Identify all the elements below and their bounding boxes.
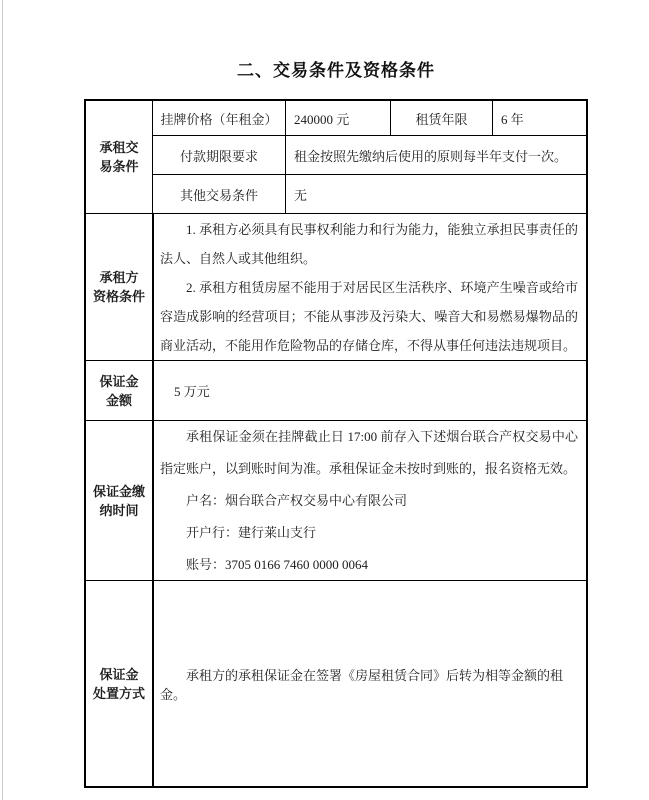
label-line: 保证金缴: [92, 483, 145, 499]
deposit-disposal-value: 承租方的承租保证金在签署《房屋租赁合同》后转为相等金额的租金。: [160, 667, 564, 702]
page-title: 二、交易条件及资格条件: [237, 61, 435, 80]
lease-term-value: 6 年: [492, 101, 586, 135]
section-deposit-disposal: [86, 580, 586, 786]
qualification-item-1: 1. 承租方必须具有民事权利能力和行为能力，能独立承担民事责任的法人、自然人或其他组织。: [160, 221, 578, 266]
section-qualification: [86, 213, 586, 360]
row-other-conditions: [153, 174, 586, 213]
label-line: 保证金: [99, 373, 139, 389]
account-number-line: 账号：3705 0166 7460 0000 0064: [186, 556, 369, 572]
deposit-amount-cell: [153, 361, 586, 420]
payment-terms-value: 租金按照先缴纳后使用的原则每半年支付一次。: [285, 136, 586, 174]
conditions-table: [84, 99, 588, 788]
account-name-line: 户名：烟台联合产权交易中心有限公司: [186, 492, 408, 508]
qualification-item-2: 2. 承租方租赁房屋不能用于对居民区生活秩序、环境产生噪音或给市容造成影响的经营项目；不能从事涉及污染大、噪音大和易燃易爆物品的商业活动，不能用作危险物品的存储仓库，不得从事任何违法违规项目。: [160, 279, 578, 353]
label-line: 承租交: [99, 140, 139, 155]
qualification-text: [153, 214, 586, 360]
lease-conditions-label: [86, 101, 153, 213]
listing-price-label: 挂牌价格（年租金）: [160, 111, 278, 127]
label-line: 承租方: [99, 270, 139, 285]
deposit-amount-label: [86, 361, 153, 420]
row-payment-terms: [153, 135, 586, 174]
label-line: 金额: [105, 392, 132, 408]
deposit-payment-text: [153, 421, 586, 580]
section-deposit-amount: [86, 360, 586, 420]
deposit-disposal-label: [86, 581, 153, 786]
lease-term-label: 租赁年限: [390, 101, 492, 135]
other-conditions-label: 其他交易条件: [179, 187, 258, 203]
deposit-payment-paragraph: 承租保证金须在挂牌截止日 17:00 前存入下述烟台联合产权交易中心指定账户，以到账时间为准。承租保证金未按时到账的，报名资格无效。: [160, 428, 578, 476]
bank-line: 开户行：建行莱山支行: [186, 524, 317, 540]
section-lease-conditions: [86, 101, 586, 213]
listing-price-value: 240000 元: [285, 101, 390, 135]
label-line: 纳时间: [99, 502, 139, 518]
page-edge-line: [2, 0, 3, 800]
other-conditions-value: 无: [285, 175, 586, 213]
section-deposit-payment: [86, 420, 586, 580]
deposit-amount-value: 5 万元: [174, 384, 210, 399]
deposit-payment-label: [86, 421, 153, 580]
label-line: 资格条件: [92, 289, 145, 304]
label-line: 处置方式: [92, 685, 145, 701]
label-line: 易条件: [99, 159, 139, 174]
label-line: 保证金: [99, 666, 139, 682]
row-listing-price: [153, 101, 586, 135]
deposit-disposal-cell: [153, 581, 586, 786]
payment-terms-label: 付款期限要求: [179, 148, 258, 164]
qualification-label: [86, 214, 153, 360]
